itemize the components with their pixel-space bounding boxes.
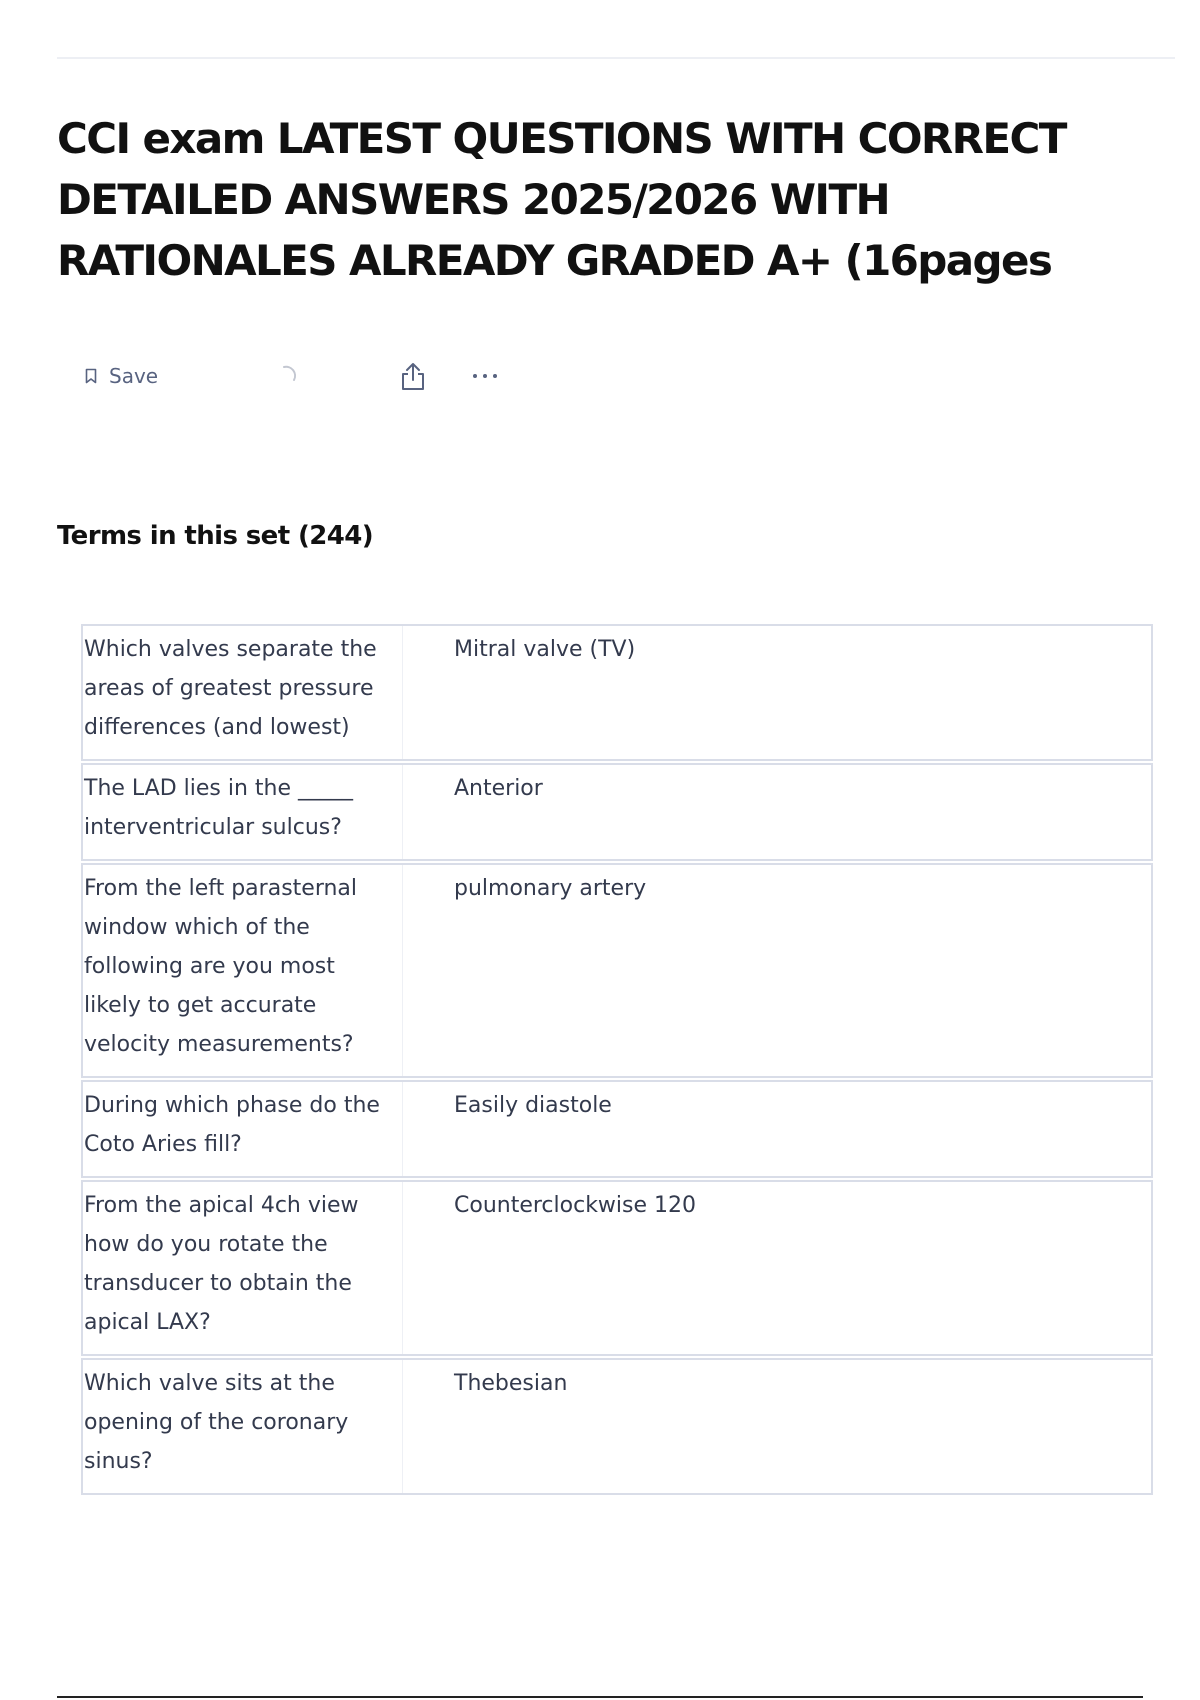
definition-text: Anterior <box>454 776 543 801</box>
term-card <box>81 863 1153 1078</box>
set-toolbar <box>85 360 525 392</box>
page-title: CCI exam LATEST QUESTIONS WITH CORRECT DETAILED ANSWERS 2025/2026 WITH RATIONALES ALREADY GRADED A+ (16pages <box>57 114 1066 285</box>
term-card <box>81 624 1153 761</box>
definition-text: Easily diastole <box>454 1093 612 1118</box>
term-card <box>81 1180 1153 1356</box>
header-divider <box>57 57 1175 59</box>
definition-text: pulmonary artery <box>454 876 647 901</box>
definition-text: Mitral valve (TV) <box>454 637 636 662</box>
save-label: Save <box>109 364 159 388</box>
term-card <box>81 1080 1153 1178</box>
terms-table <box>81 624 1153 1497</box>
term-text: During which phase do the Coto Aries fill? <box>83 1082 403 1176</box>
bookmark-icon <box>85 368 97 384</box>
footer-divider <box>57 1696 1143 1698</box>
share-icon[interactable] <box>399 360 427 392</box>
term-card <box>81 1358 1153 1495</box>
definition-text: Thebesian <box>454 1371 568 1396</box>
term-text: The LAD lies in the _____ interventricular sulcus? <box>83 765 403 859</box>
definition-text: Counterclockwise 120 <box>454 1193 697 1218</box>
save-button[interactable] <box>85 360 158 392</box>
term-text: From the apical 4ch view how do you rotate the transducer to obtain the apical LAX? <box>83 1182 403 1354</box>
terms-heading: Terms in this set (244) <box>57 521 374 551</box>
term-text: From the left parasternal window which of the following are you most likely to get accurate velocity measurements? <box>83 865 403 1076</box>
loading-spinner-icon <box>279 364 299 386</box>
term-card <box>81 763 1153 861</box>
term-text: Which valve sits at the opening of the coronary sinus? <box>83 1360 403 1493</box>
more-options-icon[interactable] <box>469 364 501 388</box>
term-text: Which valves separate the areas of greatest pressure differences (and lowest) <box>83 626 403 759</box>
